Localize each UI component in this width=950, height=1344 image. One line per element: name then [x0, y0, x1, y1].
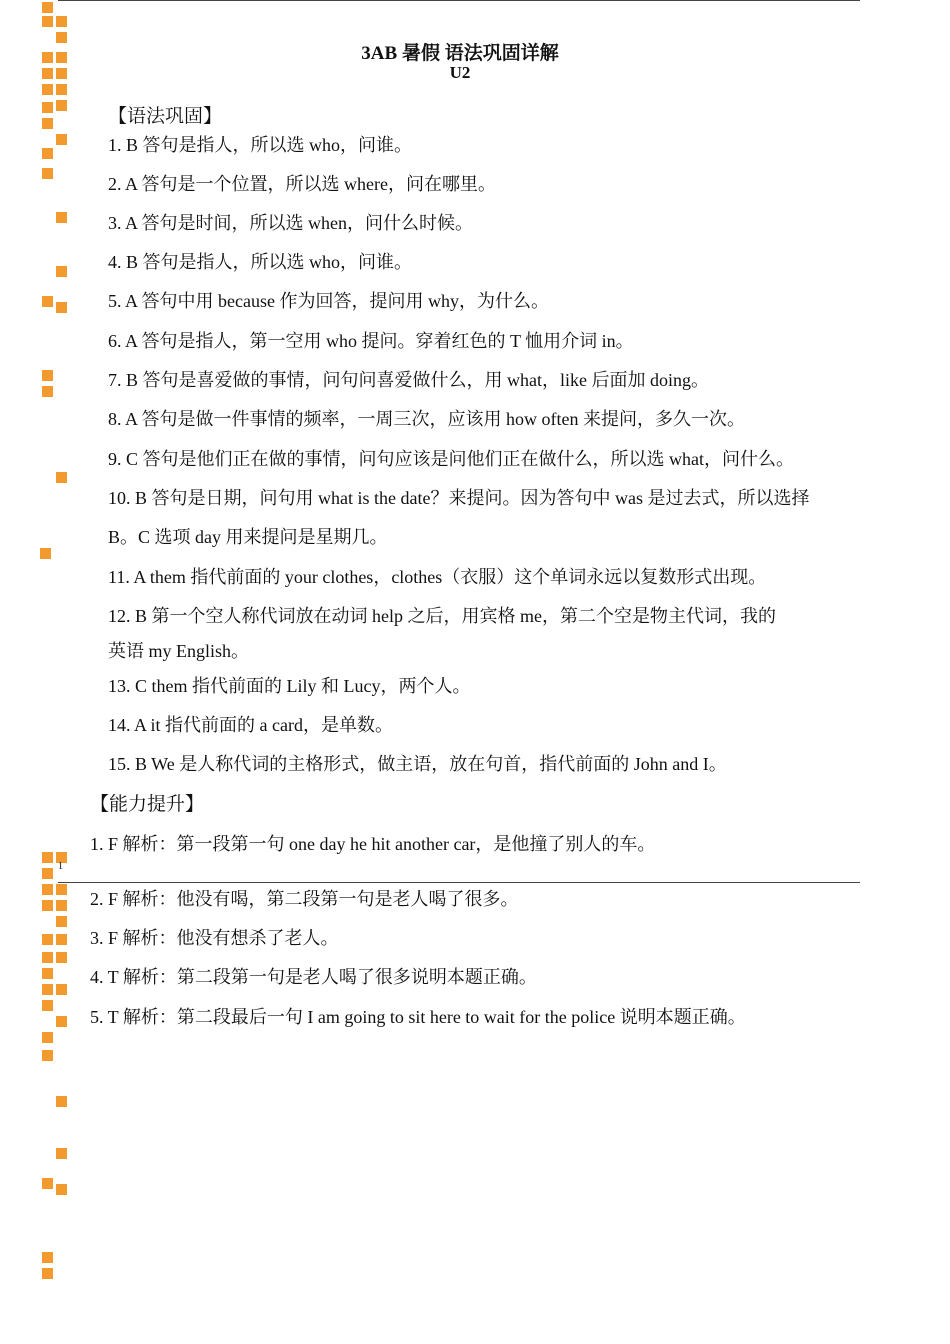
decor-square: [56, 916, 67, 927]
ability-item: 2. F 解析：他没有喝，第二段第一句是老人喝了很多。: [90, 889, 519, 909]
grammar-item: 2. A 答句是一个位置，所以选 where，问在哪里。: [108, 174, 496, 194]
decor-square: [56, 1184, 67, 1195]
ability-item: 3. F 解析：他没有想杀了老人。: [90, 928, 339, 948]
ability-heading: 【能力提升】: [90, 794, 205, 815]
grammar-item: 英语 my English。: [108, 641, 250, 661]
decor-square: [56, 16, 67, 27]
footer-rule: [58, 882, 860, 883]
decor-square: [56, 1016, 67, 1027]
decor-square: [42, 296, 53, 307]
decor-square: [56, 212, 67, 223]
grammar-item: 8. A 答句是做一件事情的频率，一周三次，应该用 how often 来提问，多久一次。: [108, 409, 745, 429]
decor-square: [42, 934, 53, 945]
ability-item: 5. T 解析：第二段最后一句 I am going to sit here to wait for the police 说明本题正确。: [90, 1007, 746, 1027]
decor-square: [56, 952, 67, 963]
ability-item: 4. T 解析：第二段第一句是老人喝了很多说明本题正确。: [90, 967, 537, 987]
decor-square: [56, 984, 67, 995]
decor-square: [56, 1096, 67, 1107]
grammar-heading: 【语法巩固】: [108, 106, 223, 127]
decor-square: [56, 302, 67, 313]
decor-square: [42, 984, 53, 995]
grammar-item: 11. A them 指代前面的 your clothes，clothes（衣服）这个单词永远以复数形式出现。: [108, 567, 767, 587]
decor-square: [42, 868, 53, 879]
grammar-item: 7. B 答句是喜爱做的事情，问句问喜爱做什么，用 what，like 后面加 doing。: [108, 370, 709, 390]
decor-square: [42, 102, 53, 113]
ability-item: 1. F 解析：第一段第一句 one day he hit another car，是他撞了别人的车。: [90, 834, 656, 854]
decor-square: [42, 952, 53, 963]
page-number: 1: [58, 861, 63, 872]
grammar-item: 10. B 答句是日期，问句用 what is the date？来提问。因为答句中 was 是过去式，所以选择: [108, 488, 810, 508]
decor-square: [42, 148, 53, 159]
decor-square: [42, 2, 53, 13]
grammar-item: 12. B 第一个空人称代词放在动词 help 之后，用宾格 me，第二个空是物主代词，我的: [108, 606, 776, 626]
grammar-item: 3. A 答句是时间，所以选 when，问什么时候。: [108, 213, 473, 233]
decor-square: [40, 548, 51, 559]
decor-square: [42, 168, 53, 179]
decor-square: [56, 900, 67, 911]
decor-square: [42, 968, 53, 979]
decor-square: [42, 884, 53, 895]
decor-square: [42, 16, 53, 27]
decor-square: [42, 386, 53, 397]
decor-square: [56, 1148, 67, 1159]
decor-square: [42, 1000, 53, 1011]
grammar-item: B。C 选项 day 用来提问是星期几。: [108, 527, 388, 547]
grammar-item: 5. A 答句中用 because 作为回答，提问用 why，为什么。: [108, 291, 549, 311]
decor-square: [42, 1252, 53, 1263]
decor-square: [42, 1032, 53, 1043]
decor-square: [56, 472, 67, 483]
page-title: 3AB 暑假 语法巩固详解: [361, 43, 559, 64]
grammar-item: 4. B 答句是指人，所以选 who，问谁。: [108, 252, 413, 272]
decor-square: [56, 134, 67, 145]
grammar-item: 9. C 答句是他们正在做的事情，问句应该是问他们正在做什么，所以选 what，问什么。: [108, 449, 794, 469]
decor-square: [56, 884, 67, 895]
decor-square: [42, 1178, 53, 1189]
unit-label: U2: [449, 63, 471, 82]
grammar-item: 14. A it 指代前面的 a card，是单数。: [108, 715, 393, 735]
decor-square: [56, 934, 67, 945]
decor-square: [42, 1268, 53, 1279]
decor-square: [42, 852, 53, 863]
grammar-item: 13. C them 指代前面的 Lily 和 Lucy，两个人。: [108, 676, 471, 696]
decor-square: [42, 84, 53, 95]
decor-square: [56, 100, 67, 111]
decor-square: [56, 266, 67, 277]
decor-square: [42, 118, 53, 129]
decor-square: [42, 1050, 53, 1061]
grammar-item: 6. A 答句是指人，第一空用 who 提问。穿着红色的 T 恤用介词 in。: [108, 331, 634, 351]
decor-square: [42, 370, 53, 381]
decor-square: [42, 900, 53, 911]
grammar-item: 1. B 答句是指人，所以选 who，问谁。: [108, 135, 413, 155]
grammar-item: 15. B We 是人称代词的主格形式，做主语，放在句首，指代前面的 John and I。: [108, 754, 727, 774]
decor-square: [56, 84, 67, 95]
top-rule: [58, 0, 860, 1]
